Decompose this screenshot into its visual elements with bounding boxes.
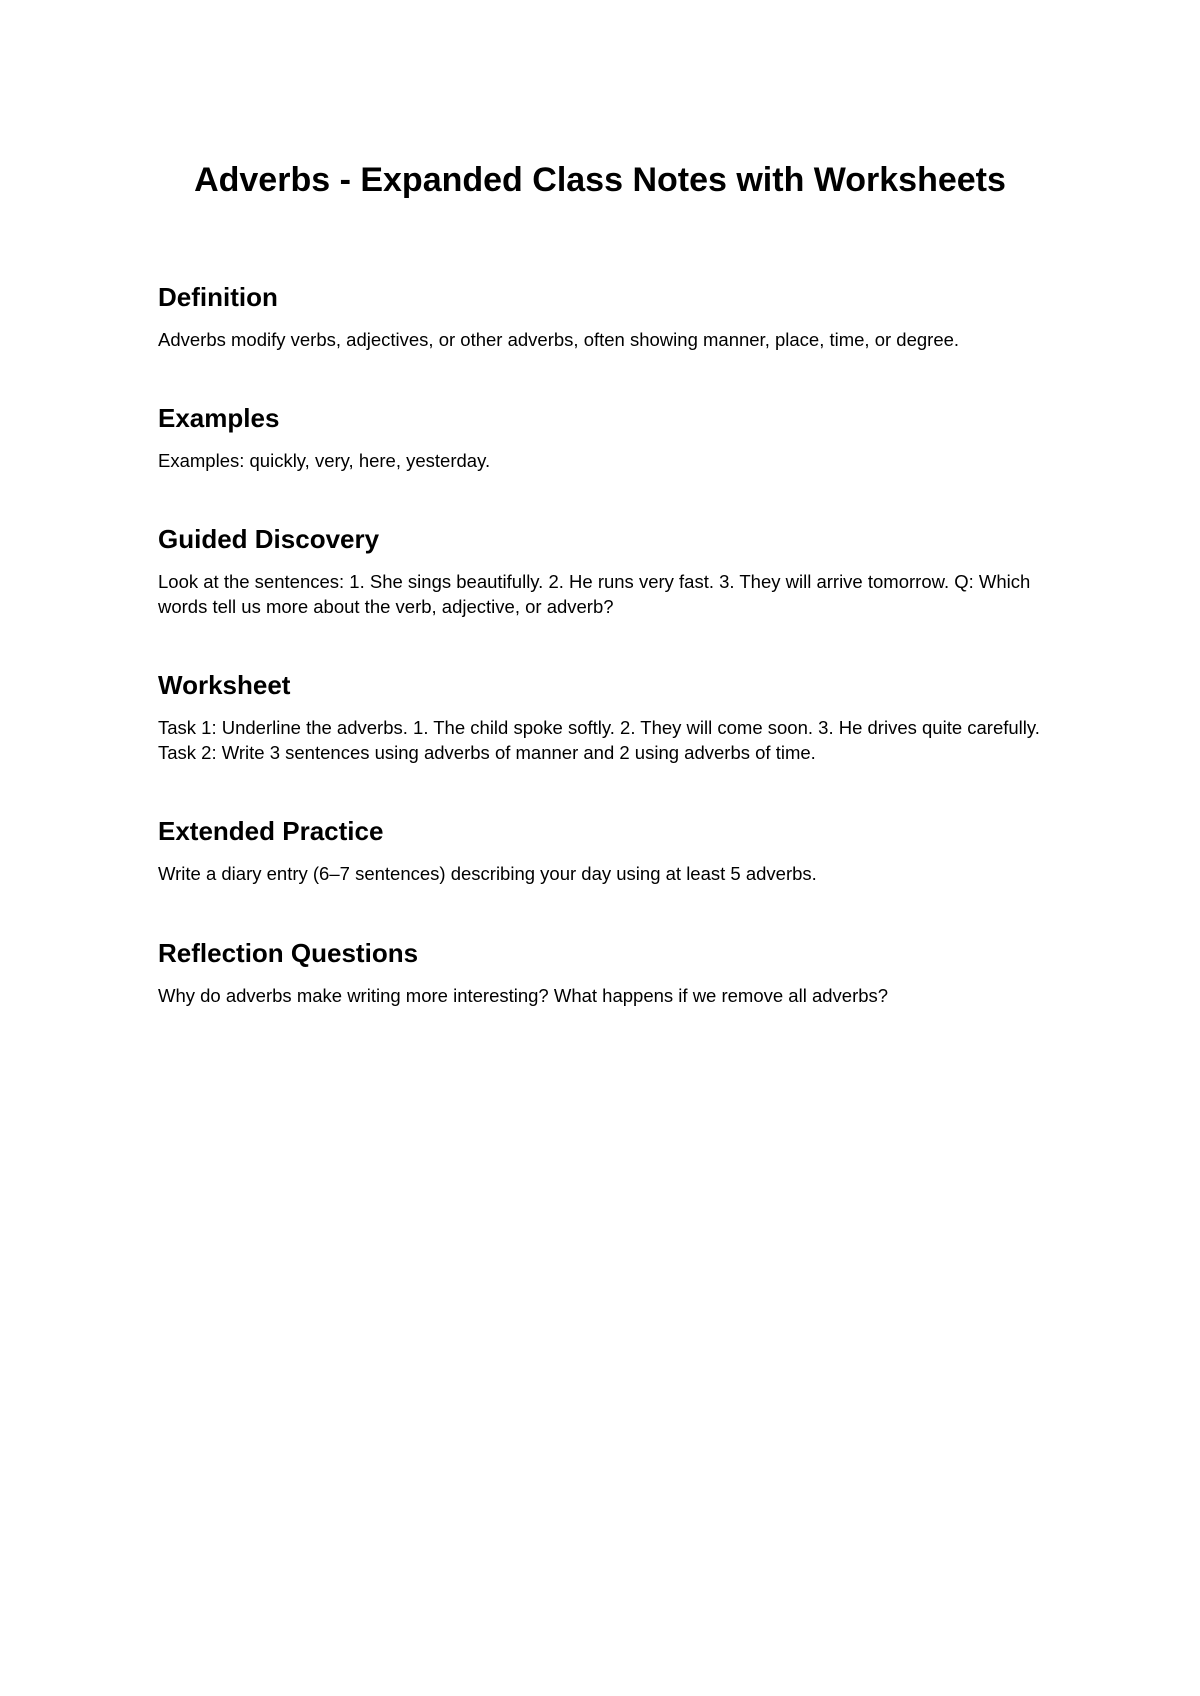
- section-body: Adverbs modify verbs, adjectives, or other adverbs, often showing manner, place, time, or degree.: [158, 329, 960, 350]
- section-body: Why do adverbs make writing more interesting? What happens if we remove all adverbs?: [158, 985, 889, 1006]
- section-worksheet: [158, 669, 1058, 765]
- section-body: Write a diary entry (6–7 sentences) describing your day using at least 5 adverbs.: [158, 863, 817, 884]
- section-guided-discovery: [158, 523, 1058, 619]
- page-title: Adverbs - Expanded Class Notes with Worksheets: [194, 161, 1006, 199]
- section-heading: Worksheet: [158, 670, 291, 700]
- section-heading: Guided Discovery: [158, 524, 380, 554]
- section-definition: [158, 281, 1058, 352]
- section-body: Task 1: Underline the adverbs. 1. The child spoke softly. 2. They will come soon. 3. He drives quite carefully. Task 2: Write 3 sentences using adverbs of manner and 2 using adverbs of time.: [158, 717, 1040, 763]
- section-heading: Extended Practice: [158, 816, 384, 846]
- section-extended-practice: [158, 815, 1058, 886]
- section-examples: [158, 402, 1058, 473]
- section-heading: Definition: [158, 282, 278, 312]
- section-reflection-questions: [158, 937, 1058, 1008]
- section-heading: Examples: [158, 403, 280, 433]
- section-body: Look at the sentences: 1. She sings beautifully. 2. He runs very fast. 3. They will arrive tomorrow. Q: Which words tell us more about the verb, adjective, or adverb?: [158, 571, 1031, 617]
- section-body: Examples: quickly, very, here, yesterday.: [158, 450, 491, 471]
- section-heading: Reflection Questions: [158, 938, 419, 968]
